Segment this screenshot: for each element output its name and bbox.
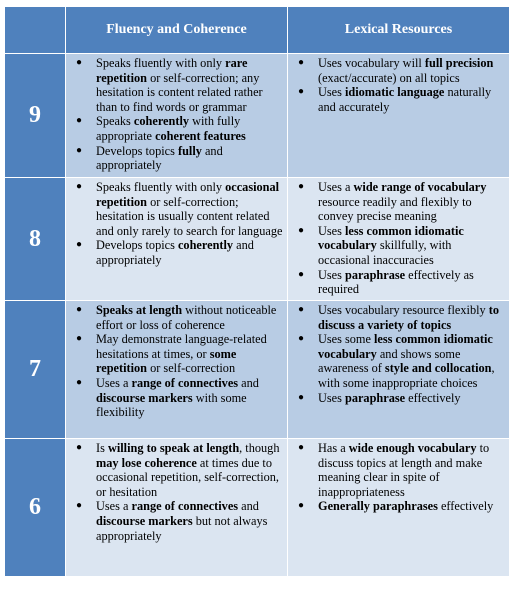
bullet-icon: ● [76,333,83,345]
emphasis-text: wide range of vocabulary [353,180,487,194]
emphasis-text: coherently [133,114,190,129]
bullet-icon: ● [298,57,305,68]
emphasis-text: to discuss a variety of topics [318,303,499,332]
bullet-icon: ● [298,181,305,192]
bullet-icon: ● [76,442,83,453]
bullet-icon: ● [298,442,305,453]
emphasis-text: less common idiomatic vocabulary [318,332,493,361]
emphasis-text: range of connectives [131,375,239,390]
emphasis-text: willing to speak at length [107,441,240,455]
bullet-icon: ● [298,500,305,512]
bullet-icon: ● [76,376,83,388]
emphasis-text: discourse markers [96,390,193,405]
bullet-icon: ● [76,500,83,512]
fluency-descriptor-cell [66,439,288,577]
emphasis-text: coherent features [155,128,246,143]
emphasis-text: idiomatic language [344,85,445,100]
descriptor-point: ● Uses vocabulary resource flexibly to discuss a variety of topics [298,303,499,332]
emphasis-text: occasional repetition [96,180,280,209]
descriptor-point: ● Uses some less common idiomatic vocabulary and shows some awareness of style and collocation, with some inappropriate choices [298,332,495,390]
emphasis-text: rare repetition [96,56,248,85]
lexical-descriptor-cell [288,54,510,178]
descriptor-point: ● Uses paraphrase effectively [298,390,461,405]
descriptor-point: ● Uses less common idiomatic vocabulary skillfully, with occasional inaccuracies [298,223,464,267]
header-row [5,7,510,54]
bullet-icon: ● [76,239,83,251]
band-row-8 [5,178,510,301]
band-score: 6 [5,439,66,577]
bullet-icon: ● [298,391,305,403]
descriptor-point: ● Develops topics fully and appropriately [76,143,223,173]
band-row-7 [5,301,510,439]
bullet-icon: ● [298,333,305,345]
emphasis-text: coherently [177,238,234,253]
descriptor-point: ● Speaks fluently with only rare repetition or self-correction; any hesitation is content related rather than to find words or grammar [76,56,263,114]
bullet-icon: ● [298,268,305,280]
bullet-icon: ● [298,224,305,236]
emphasis-text: style and collocation [384,361,492,376]
emphasis-text: Generally paraphrases [318,499,438,514]
band-row-9 [5,54,510,178]
lexical-descriptor-cell [288,178,510,301]
band-score: 9 [5,54,66,178]
descriptor-point: ● Uses a wide range of vocabulary resource readily and flexibly to convey precise meaning [298,180,487,224]
emphasis-text: full precision [424,56,494,70]
emphasis-text: may lose coherence [96,455,197,470]
fluency-descriptor-cell [66,54,288,178]
fluency-descriptor-cell [66,178,288,301]
lexical-descriptor-cell [288,301,510,439]
emphasis-text: Speaks at length [96,303,183,317]
descriptor-point: ● Uses a range of connectives and discourse markers but not always appropriately [76,499,268,543]
emphasis-text: less common idiomatic vocabulary [318,223,464,253]
emphasis-text: some repetition [96,346,237,376]
descriptor-point: ● Develops topics coherently and appropriately [76,238,254,267]
descriptor-point: ● Uses vocabulary will full precision (exact/accurate) on all topics [298,56,494,85]
descriptor-point: ● Generally paraphrases effectively [298,499,494,514]
bullet-icon: ● [298,86,305,98]
emphasis-text: range of connectives [131,499,239,514]
descriptor-point: ● Uses a range of connectives and discourse markers with some flexibility [76,375,259,420]
descriptor-point: ● Speaks at length without noticeable effort or loss of coherence [76,303,277,332]
emphasis-text: paraphrase [344,267,406,282]
descriptor-point: ● Speaks fluently with only occasional repetition or self-correction; hesitation is usually content related and only rarely to search for language [76,180,283,238]
lexical-descriptor-cell [288,439,510,577]
band-column-header [5,7,66,54]
emphasis-text: paraphrase [344,390,406,405]
speaking-rubric-table [4,6,510,577]
band-score: 8 [5,178,66,301]
lexical-resources-header: Lexical Resources [288,7,510,54]
descriptor-point: ● May demonstrate language-related hesitations at times, or some repetition or self-correction [76,332,267,376]
bullet-icon: ● [76,57,83,68]
emphasis-text: discourse markers [96,513,193,528]
emphasis-text: wide enough vocabulary [348,441,477,455]
emphasis-text: fully [177,143,202,158]
descriptor-point: ● Uses idiomatic language naturally and accurately [298,85,492,114]
bullet-icon: ● [76,304,83,315]
bullet-icon: ● [76,181,83,192]
descriptor-point: ● Is willing to speak at length, though may lose coherence at times due to occasional repetition, self-correction, or hesitation [76,441,280,499]
descriptor-point: ● Uses paraphrase effectively as required [298,267,474,297]
descriptor-point: ● Speaks coherently with fully appropriate coherent features [76,114,246,143]
fluency-coherence-header: Fluency and Coherence [66,7,288,54]
bullet-icon: ● [76,115,83,127]
descriptor-point: ● Has a wide enough vocabulary to discuss topics at length and make meaning clear in spite of inappropriateness [298,441,490,499]
band-score: 7 [5,301,66,439]
fluency-descriptor-cell [66,301,288,439]
band-row-6 [5,439,510,577]
bullet-icon: ● [298,304,305,315]
bullet-icon: ● [76,144,83,156]
